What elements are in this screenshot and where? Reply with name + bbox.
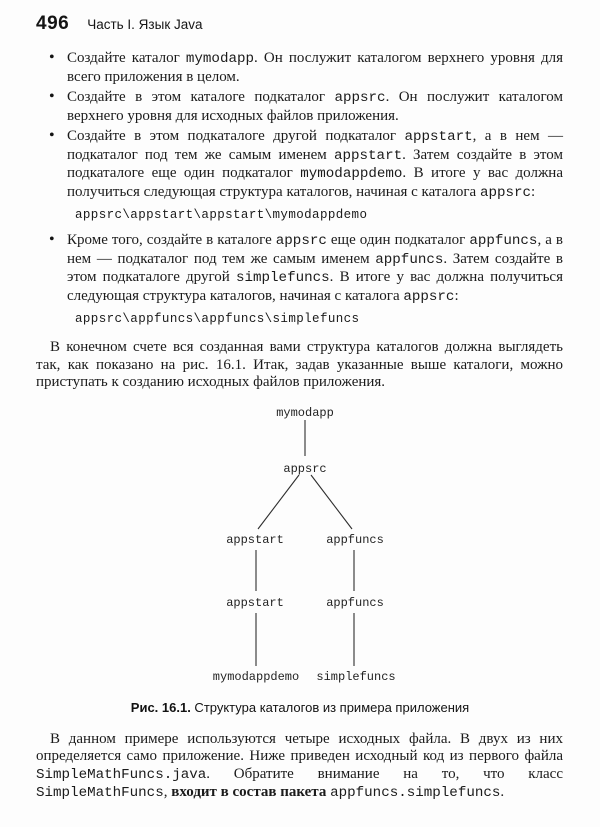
running-header xyxy=(36,13,563,35)
list-item-text: Создайте каталог mymodapp. Он послужит каталогом верхнего уровня для всего приложения в целом. xyxy=(67,50,563,85)
list-item-text: Создайте в этом подкаталоге другой подкаталог appstart, а в нем — подкаталог под тем же самым именем appstart. Затем создайте в этом подкаталоге еще один подкаталог mymodappdemo. В итоге у вас должна получиться следующая структура каталогов, начиная с каталога appsrc: xyxy=(67,128,564,201)
tree-node-appsrc: appsrc xyxy=(283,461,327,476)
tree-node-simplefuncs: simplefuncs xyxy=(316,669,396,684)
tree-line-appsrc-appfuncs xyxy=(311,475,352,529)
list-item xyxy=(36,89,563,125)
code-path-appstart: appsrc\appstart\appstart\mymodappdemo xyxy=(75,208,368,222)
code-path-appfuncs: appsrc\appfuncs\appfuncs\simplefuncs xyxy=(75,312,360,326)
tree-node-appfuncs-1: appfuncs xyxy=(326,532,384,547)
tree-connector-lines xyxy=(0,403,600,687)
running-title: Часть I. Язык Java xyxy=(87,17,203,32)
list-item xyxy=(36,232,563,327)
paragraph-bottom: В данном примере используются четыре исходных файла. В двух из них определяется само приложение. Ниже приведен исходный код из первого файла SimpleMathFuncs.java. Обратите внимание на то, что класс SimpleMathFuncs, входит в состав пакета appfuncs.simplefuncs. xyxy=(36,730,563,801)
tree-node-appstart-2: appstart xyxy=(226,595,284,610)
list-item xyxy=(36,50,563,86)
figure-caption-label: Рис. 16.1. xyxy=(130,699,191,715)
tree-node-appfuncs-2: appfuncs xyxy=(326,595,384,610)
tree-node-mymodappdemo: mymodappdemo xyxy=(212,669,300,684)
page-number: 496 xyxy=(36,13,70,34)
tree-node-mymodapp: mymodapp xyxy=(276,405,334,420)
list-item xyxy=(36,128,563,223)
paragraph-middle: В конечном счете вся созданная вами структура каталогов должна выглядеть так, как показано на рис. 16.1. Итак, задав указанные выше каталоги, можно приступать к созданию исходных файлов приложения. xyxy=(36,339,563,390)
tree-node-appstart-1: appstart xyxy=(226,532,284,547)
figure-caption-text: Структура каталогов из примера приложения xyxy=(190,699,470,715)
list-item-text: Создайте в этом каталоге подкаталог appsrc. Он послужит каталогом верхнего уровня для исходных файлов приложения. xyxy=(67,89,564,124)
list-item-text: Кроме того, создайте в каталоге appsrc еще один подкаталог appfuncs, а в нем — подкаталог под тем же самым именем appfuncs. Затем создайте в этом подкаталоге другой simplefuncs. В итоге у вас должна получиться следующая структура каталогов, начиная с каталога appsrc: xyxy=(67,232,563,305)
bullet-list xyxy=(36,50,563,327)
figure-caption xyxy=(0,700,600,715)
directory-tree-diagram xyxy=(0,403,600,687)
tree-line-appsrc-appstart xyxy=(258,475,299,529)
